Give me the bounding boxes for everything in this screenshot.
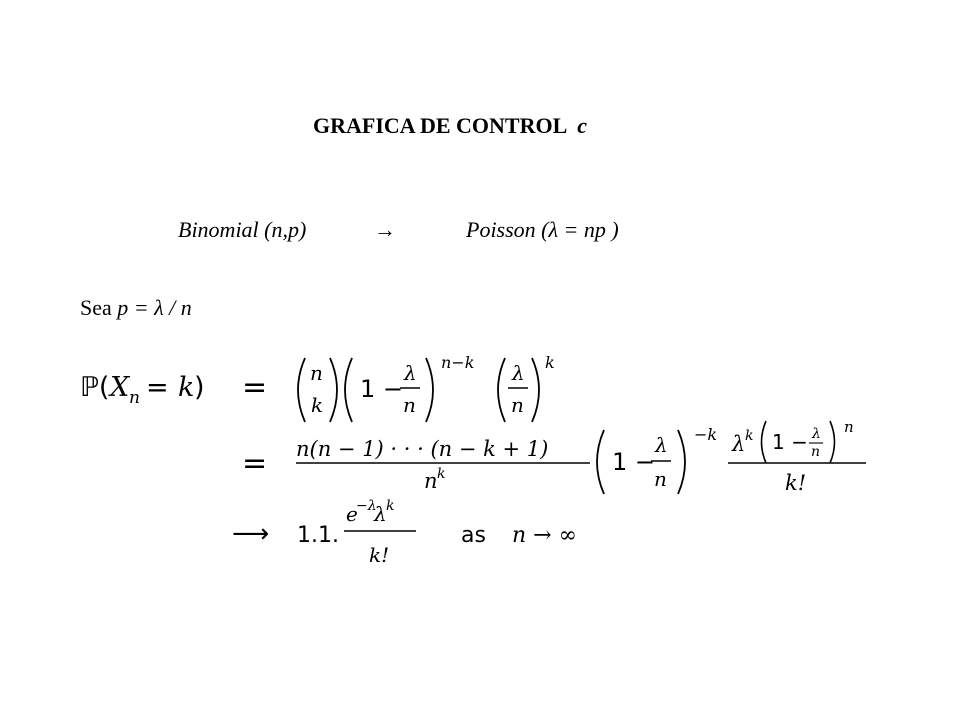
svg-text:ℙ(: ℙ( — [80, 372, 110, 403]
sea-prefix: Sea — [80, 295, 112, 320]
svg-text:k!: k! — [785, 471, 807, 495]
svg-text:n: n — [403, 393, 416, 417]
approx-arrow: → — [374, 217, 396, 242]
formula-line-1 — [242, 353, 555, 422]
svg-text:λ: λ — [404, 361, 417, 385]
sea-expression: p = λ / n — [117, 295, 192, 320]
svg-text:e: e — [346, 502, 358, 526]
svg-text:1 −: 1 − — [772, 430, 808, 454]
formula-line-2 — [242, 418, 866, 495]
svg-text:λ: λ — [374, 502, 387, 526]
svg-text:n(n − 1) · · · (n − k + 1): n(n − 1) · · · (n − k + 1) — [296, 437, 549, 461]
svg-text:1 −: 1 − — [360, 375, 404, 403]
formula-line-3 — [232, 498, 577, 567]
svg-text:n: n — [129, 388, 140, 408]
svg-text:⟶: ⟶ — [232, 519, 270, 549]
svg-text:k!: k! — [369, 543, 390, 567]
svg-text:n−k: n−k — [441, 353, 475, 372]
as-word: as — [461, 523, 486, 548]
svg-text:n: n — [511, 393, 524, 417]
svg-text:1 −: 1 − — [612, 448, 656, 476]
svg-text:λ: λ — [732, 432, 746, 456]
svg-text:k: k — [745, 428, 754, 444]
formula-lhs — [80, 372, 205, 408]
svg-text:n: n — [844, 418, 854, 436]
svg-text:n: n — [811, 444, 821, 460]
svg-text:k: k — [545, 353, 555, 372]
svg-text:k: k — [311, 393, 324, 417]
limit-expression: n → ∞ — [512, 523, 577, 548]
svg-text:k: k — [178, 372, 195, 403]
svg-text:λ: λ — [655, 433, 668, 457]
svg-text:−λ: −λ — [356, 498, 377, 514]
svg-text:n: n — [424, 469, 438, 493]
svg-text:1.1.: 1.1. — [297, 523, 339, 548]
svg-text:X: X — [110, 372, 130, 403]
svg-text:): ) — [194, 372, 205, 403]
binomial-label: Binomial (n,p) — [178, 217, 307, 242]
poisson-label: Poisson (λ = np ) — [466, 217, 619, 242]
svg-text:k: k — [386, 498, 395, 514]
svg-text:n: n — [654, 467, 667, 491]
svg-text:n: n — [310, 361, 323, 385]
svg-text:λ: λ — [812, 426, 821, 442]
title-text: GRAFICA DE CONTROL — [313, 113, 568, 138]
svg-text:−k: −k — [694, 425, 718, 444]
svg-text:k: k — [437, 466, 446, 482]
title-variable: c — [577, 113, 588, 138]
svg-text:=: = — [242, 370, 268, 405]
svg-text:λ: λ — [512, 361, 525, 385]
svg-text:=: = — [146, 372, 169, 403]
svg-text:=: = — [242, 446, 268, 481]
